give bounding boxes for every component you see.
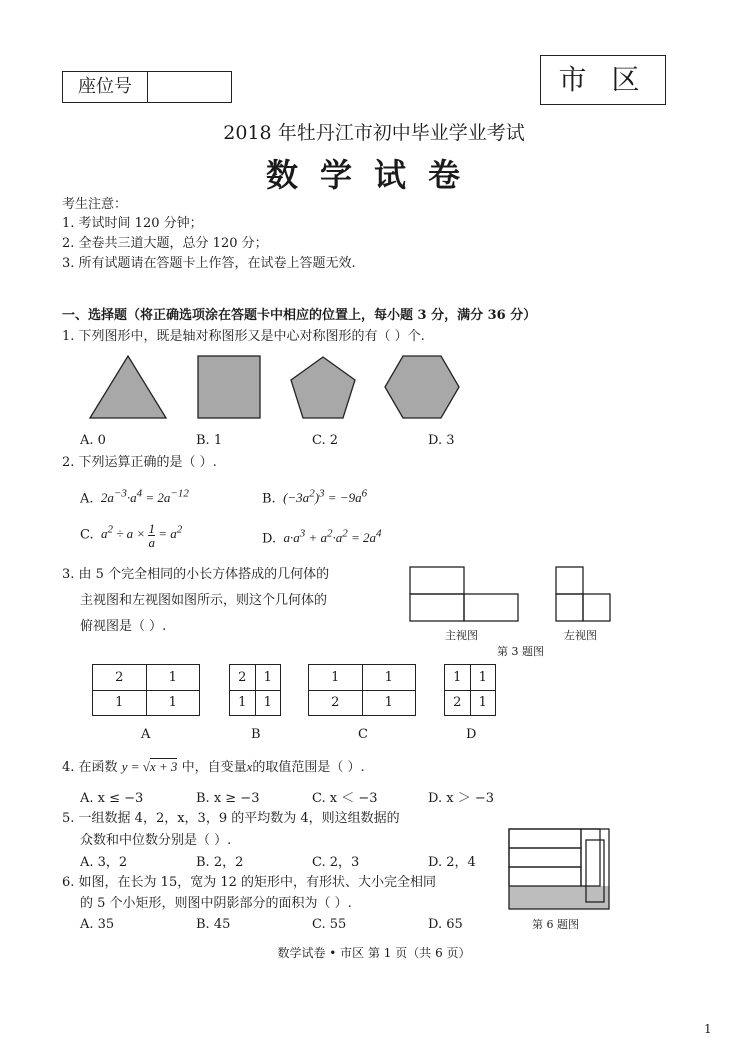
small-rectangle [581, 829, 600, 886]
shaded-region [509, 886, 609, 909]
q4-stem-suffix: 中，自变量 [181, 760, 247, 775]
q4-function-expr: y = √x + 3 [121, 759, 178, 774]
q2-stem: 2. 下列运算正确的是（ ）. [62, 455, 217, 470]
q4-stem-prefix: 4. 在函数 [62, 760, 118, 775]
q4-option-d: D. x ＞ −3 [428, 791, 494, 806]
q5-option-d: D. 2，4 [428, 855, 476, 870]
q3-stem-line: 3. 由 5 个完全相同的小长方体搭成的几何体的 [62, 567, 330, 582]
region-box: 市 区 [540, 55, 666, 105]
q4-stem [62, 758, 365, 776]
q1-shapes [80, 352, 480, 424]
exam-title: 2018 年牡丹江市初中毕业学业考试 [223, 122, 525, 144]
q4-option-a: A. x ≤ −3 [80, 791, 144, 806]
q4-variable: x [246, 759, 253, 774]
grid-cell: 1 [362, 665, 416, 691]
grid-cell: 2 [93, 665, 147, 691]
page-footer: 数学试卷 • 市区 第 1 页（共 6 页） [277, 946, 471, 960]
q6-stem-line: 的 5 个小矩形，则图中阴影部分的面积为（ ）. [80, 896, 352, 911]
seat-number-label: 座位号 [63, 72, 148, 102]
q3-option-c-grid [308, 664, 416, 716]
left-view [556, 567, 610, 621]
seat-number-box [62, 71, 232, 103]
q6-figure-caption: 第 6 题图 [532, 918, 579, 931]
q2-expr-d: $a\cdot a^3 + a^2\cdot a^2 = 2a^4$ [280, 528, 382, 546]
grid-cell: 1 [445, 665, 471, 691]
q2-letter-a: A. [80, 491, 94, 507]
grid-cell: 1 [470, 690, 496, 716]
q1-option-c: C. 2 [312, 433, 339, 448]
grid-cell: 1 [146, 690, 200, 716]
front-view-label: 主视图 [445, 629, 478, 642]
small-rectangle [509, 848, 581, 867]
q6-option-a: A. 35 [80, 917, 115, 932]
q3-option-a-letter: A [141, 727, 151, 742]
q6-option-d: D. 65 [428, 917, 463, 932]
page-number: 1 [704, 1022, 712, 1036]
q5-option-a: A. 3，2 [80, 855, 128, 870]
square-shape [198, 356, 260, 418]
grid-cell: 1 [230, 690, 256, 716]
note-item: 2. 全卷共三道大题，总分 120 分； [62, 236, 268, 251]
q2-letter-d: D. [262, 531, 277, 547]
grid-cell: 1 [309, 665, 363, 691]
q1-option-b: B. 1 [196, 433, 223, 448]
q6-stem-line: 6. 如图，在长为 15，宽为 12 的矩形中，有形状、大小完全相同 [62, 875, 437, 890]
q2-option-a [80, 486, 189, 507]
grid-cell: 1 [470, 665, 496, 691]
q3-option-d-letter: D [466, 727, 477, 742]
q5-stem-line: 5. 一组数据 4，2，x，3，9 的平均数为 4，则这组数据的 [62, 811, 400, 826]
grid-cell: 1 [93, 690, 147, 716]
q2-expr-a: $2a^{-3}\cdot a^4 = 2a^{-12}$ [97, 488, 189, 506]
triangle-shape [90, 356, 166, 418]
notes-heading: 考生注意： [62, 197, 128, 212]
grid-cell: 1 [255, 690, 281, 716]
note-item: 1. 考试时间 120 分钟； [62, 216, 203, 231]
q3-option-a-grid [92, 664, 200, 716]
small-rectangle [509, 829, 581, 848]
q3-option-c-letter: C [358, 727, 368, 742]
q6-option-b: B. 45 [196, 917, 231, 932]
q6-figure [506, 826, 612, 912]
hexagon-shape [385, 356, 459, 418]
q2-option-b [262, 486, 367, 507]
q4-option-b: B. x ≥ −3 [196, 791, 260, 806]
grid-cell: 1 [146, 665, 200, 691]
grid-cell: 2 [230, 665, 256, 691]
q2-letter-c: C. [80, 527, 94, 543]
q3-figure-caption: 第 3 题图 [497, 645, 544, 658]
q3-views-figure [405, 564, 615, 624]
q3-option-d-grid [444, 664, 496, 716]
q2-option-c [80, 522, 182, 549]
section-heading: 一、选择题（将正确选项涂在答题卡中相应的位置上，每小题 3 分，满分 36 分） [62, 308, 537, 323]
seat-number-blank [148, 72, 231, 102]
grid-cell: 1 [362, 690, 416, 716]
q4-stem-tail: 的取值范围是（ ）. [252, 760, 365, 775]
q3-option-b-grid [229, 664, 281, 716]
q1-stem: 1. 下列图形中，既是轴对称图形又是中心对称图形的有（ ）个. [62, 329, 425, 344]
paper-title: 数学试卷 [265, 156, 482, 194]
q4-option-c: C. x ＜ −3 [312, 791, 378, 806]
q3-stem-line: 俯视图是（ ）. [80, 619, 167, 634]
grid-cell: 2 [445, 690, 471, 716]
q1-option-a: A. 0 [80, 433, 106, 448]
q2-expr-c: $a^2 \div a$ × $\frac{1}{a}$ = $a^2$ [97, 521, 183, 550]
q5-option-c: C. 2，3 [312, 855, 360, 870]
q2-letter-b: B. [262, 491, 276, 507]
note-item: 3. 所有试题请在答题卡上作答，在试卷上答题无效. [62, 256, 356, 271]
grid-cell: 2 [309, 690, 363, 716]
q5-stem-line: 众数和中位数分别是（ ）. [80, 833, 232, 848]
q6-option-c: C. 55 [312, 917, 347, 932]
grid-cell: 1 [255, 665, 281, 691]
small-rectangle [509, 867, 581, 886]
q2-expr-b: $(-3a^2)^3 = -9a^6$ [279, 488, 368, 506]
q2-option-d [262, 526, 382, 547]
left-view-label: 左视图 [564, 629, 597, 642]
q1-option-d: D. 3 [428, 433, 455, 448]
q3-stem-line: 主视图和左视图如图所示，则这个几何体的 [80, 593, 328, 608]
q5-option-b: B. 2，2 [196, 855, 244, 870]
pentagon-shape [291, 357, 355, 418]
q3-option-b-letter: B [251, 727, 261, 742]
front-view [410, 567, 518, 621]
